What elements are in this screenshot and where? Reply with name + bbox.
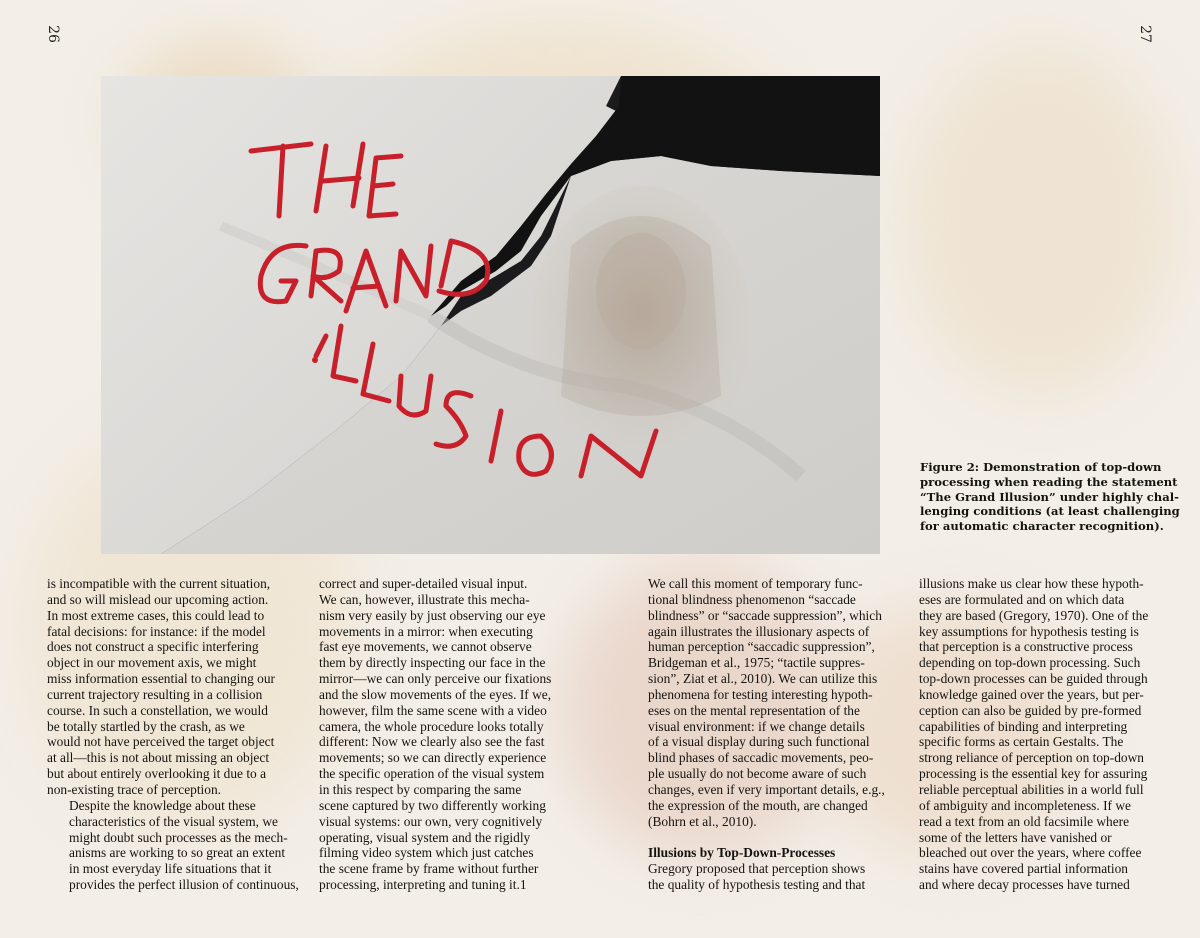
text-line: processing is the essential key for assuring (919, 766, 1148, 782)
text-line: Despite the knowledge about these (69, 797, 256, 813)
text-line: fatal decisions: for instance: if the model (47, 623, 266, 639)
section-heading: Illusions by Top-Down-Processes (648, 845, 836, 861)
page-number-left: 26 (44, 25, 61, 43)
figure-photo (101, 76, 880, 554)
text-line: mirror—we can only perceive our fixations (319, 671, 552, 687)
text-line: miss information essential to changing our (47, 671, 275, 687)
text-line: the quality of hypothesis testing and that (648, 877, 866, 893)
text-line: top-down processes can be guided through (919, 671, 1148, 687)
text-line: depending on top-down processing. Such (919, 655, 1141, 671)
text-line: current trajectory resulting in a collision (47, 686, 263, 702)
text-line: and where decay processes have turned (919, 877, 1130, 893)
paragraph (47, 576, 283, 798)
text-line: would not have perceived the target object (47, 734, 275, 750)
text-line: We call this moment of temporary func- (648, 576, 863, 591)
paragraph (648, 861, 884, 893)
text-line: correct and super-detailed visual input. (319, 576, 528, 591)
text-line: movements in a mirror: when executing (319, 623, 533, 639)
text-line: human perception “saccadic suppression”, (648, 639, 875, 655)
text-line: the expression of the mouth, are changed (648, 797, 868, 813)
text-line: fast eye movements, we cannot observe (319, 639, 532, 655)
text-line: at all—this is not about missing an object (47, 750, 270, 766)
text-line: eses on the mental representation of the (648, 702, 860, 718)
text-line: illusions make us clear how these hypoth- (919, 576, 1144, 591)
handwriting-dots (312, 357, 318, 363)
text-line: read a text from an old facsimile where (919, 813, 1130, 829)
text-line: scene captured by two differently working (319, 797, 546, 813)
text-line: the scene frame by frame without further (319, 861, 539, 877)
text-line: sion”, Ziat et al., 2010). We can utilize this (648, 671, 878, 687)
caption-line: “The Grand Illusion” under highly chal- (920, 489, 1179, 504)
text-line: the specific operation of the visual system (319, 766, 545, 782)
text-line: operating, visual system and the rigidly (319, 829, 531, 845)
text-line: tional blindness phenomenon “saccade (648, 591, 856, 607)
text-line: knowledge gained over the years, but per- (919, 686, 1144, 702)
text-line: they are based (Gregory, 1970). One of the (919, 607, 1149, 623)
text-line: key assumptions for hypothesis testing is (919, 623, 1139, 639)
text-line: visual environment: if we change details (648, 718, 865, 734)
text-line: that perception is a constructive process (919, 639, 1133, 655)
text-line: provides the perfect illusion of continuous, (69, 877, 299, 893)
text-line: of a visual display during such functional (648, 734, 870, 750)
paragraph (648, 576, 884, 830)
text-line: again illustrates the illusionary aspects of (648, 623, 870, 639)
text-line: specific forms as certain Gestalts. The (919, 734, 1124, 750)
text-line: object in our movement axis, we might (47, 655, 257, 671)
text-line: might doubt such processes as the mech- (69, 829, 288, 845)
text-column-3 (648, 576, 884, 893)
figure-caption (920, 460, 1180, 534)
text-line: them by directly inspecting our face in the (319, 655, 546, 671)
text-line: course. In such a constellation, we would (47, 702, 268, 718)
paragraph (919, 576, 1155, 893)
text-line: filming video system which just catches (319, 845, 534, 861)
torn-paper-illustration (101, 76, 880, 554)
text-line: blindness” or “saccade suppression”, which (648, 607, 882, 623)
text-line: ception can also be guided by pre-formed (919, 702, 1142, 718)
text-column-1 (47, 576, 299, 893)
text-line: (Bohrn et al., 2010). (648, 813, 757, 829)
text-line: is incompatible with the current situation, (47, 576, 271, 591)
text-line: some of the letters have vanished or (919, 829, 1112, 845)
text-line: reliable perceptual abilities in a world full (919, 781, 1144, 797)
paragraph (47, 797, 299, 893)
text-line: does not construct a specific interfering (47, 639, 259, 655)
text-line: nism very easily by just observing our eye (319, 607, 546, 623)
text-line: bleached out over the years, where coffee (919, 845, 1142, 861)
text-line: stains have covered partial information (919, 861, 1128, 877)
text-line: In most extreme cases, this could lead to (47, 607, 265, 623)
text-line: movements; so we can directly experience (319, 750, 547, 766)
text-line: Gregory proposed that perception shows (648, 861, 866, 877)
text-line: and the slow movements of the eyes. If we, (319, 686, 552, 702)
text-column-4 (919, 576, 1155, 893)
text-line: Bridgeman et al., 1975; “tactile suppres- (648, 655, 865, 671)
text-line: anisms are working to so great an extent (69, 845, 286, 861)
text-line: be totally startled by the crash, as we (47, 718, 245, 734)
caption-line: lenging conditions (at least challenging (920, 504, 1180, 519)
text-line: and so will mislead our upcoming action. (47, 591, 269, 607)
text-line: eses are formulated and on which data (919, 591, 1125, 607)
text-line: however, film the same scene with a video (319, 702, 547, 718)
paragraph (319, 576, 555, 893)
text-line: capabilities of binding and interpreting (919, 718, 1128, 734)
text-line: in most everyday life situations that it (69, 861, 272, 877)
text-line: in this respect by comparing the same (319, 781, 522, 797)
caption-line: for automatic character recognition). (920, 519, 1164, 534)
text-line: ple usually do not become aware of such (648, 766, 867, 782)
caption-line: Figure 2: Demonstration of top-down (920, 460, 1162, 474)
text-line: phenomena for testing interesting hypoth- (648, 686, 873, 702)
text-line: blind phases of saccadic movements, peo- (648, 750, 874, 766)
text-line: processing, interpreting and tuning it.1 (319, 877, 527, 893)
text-column-2 (319, 576, 555, 893)
text-line: camera, the whole procedure looks totally (319, 718, 544, 734)
text-line: strong reliance of perception on top-down (919, 750, 1144, 766)
text-line: characteristics of the visual system, we (69, 813, 278, 829)
text-line: visual systems: our own, very cognitively (319, 813, 543, 829)
text-line: different: Now we clearly also see the fast (319, 734, 545, 750)
text-line: changes, even if very important details, e.g., (648, 781, 885, 797)
text-line: but about entirely overlooking it due to a (47, 766, 267, 782)
text-line: non-existing trace of perception. (47, 781, 222, 797)
text-line: of ambiguity and incompleteness. If we (919, 797, 1131, 813)
page-number-right: 27 (1136, 25, 1153, 43)
caption-line: processing when reading the statement (920, 474, 1178, 489)
text-line: We can, however, illustrate this mecha- (319, 591, 530, 607)
